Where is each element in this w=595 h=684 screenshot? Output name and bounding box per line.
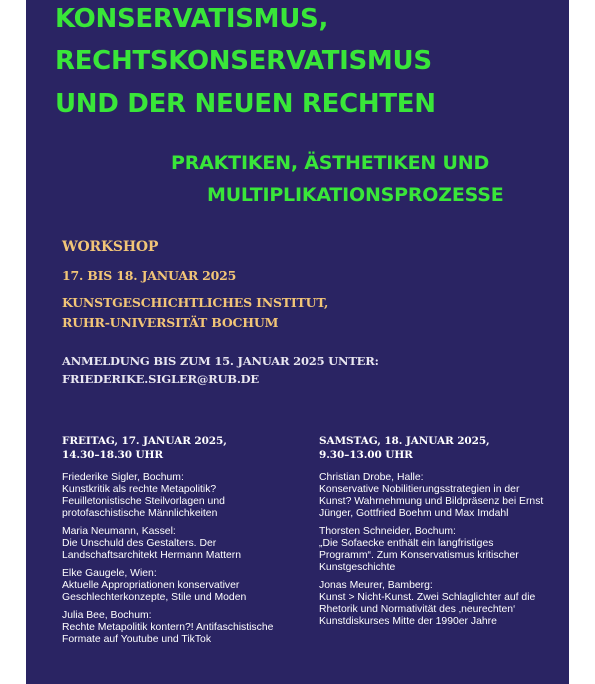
day-heading bbox=[62, 434, 292, 462]
talk-title: Kunst > Nicht-Kunst. Zwei Schlaglichter auf die Rhetorik und Normativität des ‚neurechten‘ Kunstdiskurses Mitte der 1990er Jahre bbox=[319, 592, 536, 627]
day-heading bbox=[319, 434, 549, 462]
registration-note: ANMELDUNG BIS ZUM 15. JANUAR 2025 UNTER: bbox=[62, 354, 379, 368]
talk-title: Die Unschuld des Gestalters. Der Landschaftsarchitekt Hermann Mattern bbox=[62, 538, 242, 561]
program-friday bbox=[62, 434, 292, 652]
day-time: 9.30–13.00 UHR bbox=[319, 449, 413, 461]
day-date: SAMSTAG, 18. JANUAR 2025, bbox=[319, 435, 490, 447]
talk-item bbox=[62, 526, 292, 562]
title-line-2: RECHTSKONSERVATISMUS bbox=[55, 46, 432, 76]
event-venue-line-1: KUNSTGESCHICHTLICHES INSTITUT, bbox=[62, 295, 329, 310]
talk-speaker: Friederike Sigler, Bochum: bbox=[62, 472, 184, 483]
title-line-1: KONSERVATISMUS, bbox=[55, 4, 329, 34]
talk-item bbox=[319, 472, 549, 520]
talk-item bbox=[62, 610, 292, 646]
talk-item bbox=[319, 526, 549, 574]
talk-title: Konservative Nobilitierungsstrategien in der Kunst? Wahrnehmung und Bildpräsenz bei Ernst Jünger, Gottfried Boehm und Max Imdahl bbox=[319, 484, 544, 519]
program-saturday bbox=[319, 434, 549, 634]
talk-speaker: Christian Drobe, Halle: bbox=[319, 472, 424, 483]
registration-email[interactable]: FRIEDERIKE.SIGLER@RUB.DE bbox=[62, 372, 259, 386]
talk-title: „Die Sofaecke enthält ein langfristiges Programm“. Zum Konservatismus kritischer Kunstgeschichte bbox=[319, 538, 519, 573]
day-date: FREITAG, 17. JANUAR 2025, bbox=[62, 435, 227, 447]
talk-item bbox=[319, 580, 549, 628]
day-time: 14.30–18.30 UHR bbox=[62, 449, 163, 461]
event-type: WORKSHOP bbox=[62, 239, 159, 255]
event-venue-line-2: RUHR-UNIVERSITÄT BOCHUM bbox=[62, 315, 279, 330]
event-dates: 17. BIS 18. JANUAR 2025 bbox=[62, 268, 237, 283]
talk-speaker: Jonas Meurer, Bamberg: bbox=[319, 580, 433, 591]
talk-item bbox=[62, 472, 292, 520]
talk-title: Rechte Metapolitik kontern?! Antifaschistische Formate auf Youtube und TikTok bbox=[62, 622, 274, 645]
subtitle-line-1: PRAKTIKEN, ÄSTHETIKEN UND bbox=[171, 152, 490, 174]
talk-title: Kunstkritik als rechte Metapolitik? Feuilletonistische Steilvorlagen und protofaschistische Männlichkeiten bbox=[62, 484, 225, 519]
talk-title: Aktuelle Appropriationen konservativer Geschlechterkonzepte, Stile und Moden bbox=[62, 580, 247, 603]
talk-speaker: Thorsten Schneider, Bochum: bbox=[319, 526, 456, 537]
talk-item bbox=[62, 568, 292, 604]
title-line-3: UND DER NEUEN RECHTEN bbox=[55, 89, 436, 119]
talk-speaker: Maria Neumann, Kassel: bbox=[62, 526, 176, 537]
talk-speaker: Elke Gaugele, Wien: bbox=[62, 568, 157, 579]
subtitle-line-2: MULTIPLIKATIONSPROZESSE bbox=[207, 184, 504, 206]
talk-speaker: Julia Bee, Bochum: bbox=[62, 610, 152, 621]
poster bbox=[26, 0, 569, 684]
